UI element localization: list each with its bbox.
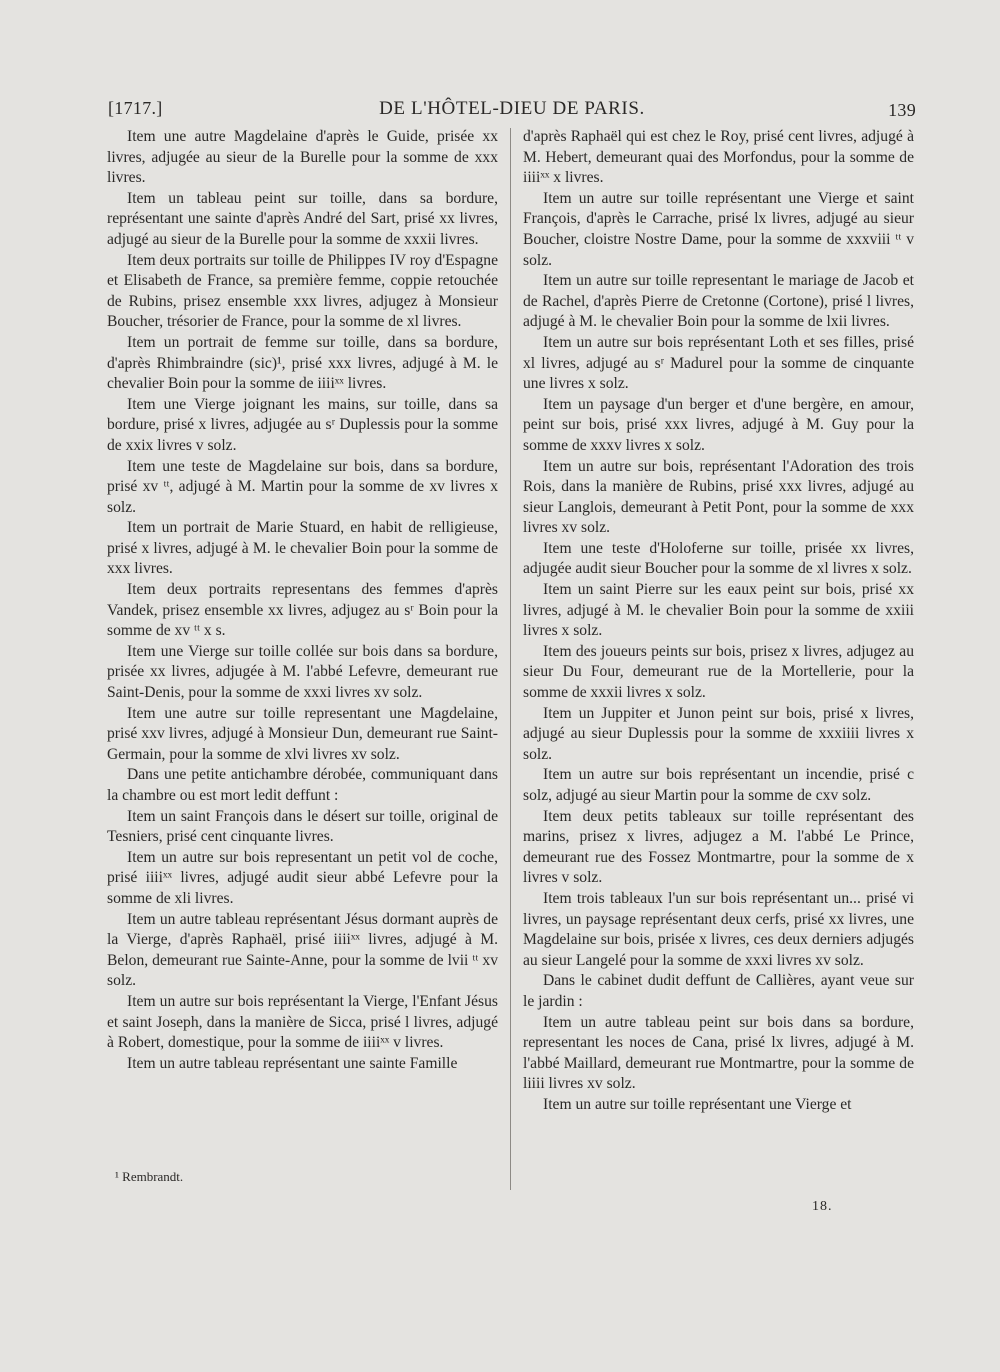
inventory-entry: Dans une petite antichambre dérobée, communiquant dans la chambre ou est mort ledit deffunt : (107, 766, 498, 804)
column-divider (510, 128, 511, 1190)
page-title: DE L'HÔTEL-DIEU DE PARIS. (379, 98, 645, 119)
inventory-entry: Item trois tableaux l'un sur bois représentant un... prisé vi livres, un paysage représentant deux cerfs, prisé xx livres, une Magdelaine sur bois, prisée x livres, ces deux derniers adjugés au sieur Langelé pour la somme de xxxi livres xv solz. (523, 889, 914, 969)
inventory-entry: Item un autre sur bois représentant un incendie, prisé c solz, adjugé au sieur Martin pour la somme de cxv solz. (523, 766, 914, 804)
inventory-entry: Item un Juppiter et Junon peint sur bois, prisé x livres, adjugé au sieur Duplessis pour la somme de xxxiiii livres x solz. (523, 704, 914, 763)
inventory-entry: Item deux petits tableaux sur toille représentant des marins, prisez x livres, adjugez a M. l'abbé Le Prince, demeurant rue des Fossez Montmartre, pour la somme de x livres v solz. (523, 807, 914, 887)
inventory-entry: Item un autre sur bois représentant la Vierge, l'Enfant Jésus et saint Joseph, dans la manière de Sicca, prisé l livres, adjugé à Robert, domestique, pour la somme de iiiiˣˣ v livres. (107, 992, 498, 1052)
inventory-entry: Item une autre Magdelaine d'après le Guide, prisée xx livres, adjugée au sieur de la Burelle pour la somme de xxx livres. (107, 128, 498, 187)
inventory-entry: Item un autre sur bois, représentant l'Adoration des trois Rois, dans la manière de Rubins, prisé xxx livres, adjugé au sieur Langlois, demeurant à Petit Pont, pour la somme de xxx livres xv solz. (523, 457, 914, 537)
signature-mark: 18. (812, 1199, 833, 1214)
inventory-entry: Item un portrait de femme sur toille, dans sa bordure, d'après Rhimbraindre (sic)¹, prisé xxx livres, adjugé à M. le chevalier Boin pour la somme de iiiiˣˣ livres. (107, 333, 498, 393)
inventory-entry: d'après Raphaël qui est chez le Roy, prisé cent livres, adjugé à M. Hebert, demeurant quai des Morfondus, pour la somme de iiiiˣˣ x livres. (523, 128, 914, 187)
inventory-entry: Item un autre sur toille representant le mariage de Jacob et de Rachel, d'après Pierre de Cretonne (Cortone), prisé l livres, adjugé à M. le chevalier Boin pour la somme de lxii livres. (523, 272, 914, 331)
inventory-entry: Item un autre sur bois représentant Loth et ses filles, prisé xl livres, adjugé au sʳ Madurel pour la somme de cinquante une livres x solz. (523, 333, 914, 393)
inventory-entry: Item une Vierge sur toille collée sur bois dans sa bordure, prisée xx livres, adjugée à M. l'abbé Lefevre, demeurant rue Saint-Denis, pour la somme de xxxi livres xv solz. (107, 642, 498, 702)
running-head (108, 98, 916, 124)
inventory-entry: Item une teste d'Holoferne sur toille, prisée xx livres, adjugée audit sieur Boucher pour la somme de xl livres x solz. (523, 539, 914, 578)
inventory-entry: Item un autre tableau peint sur bois dans sa bordure, representant les noces de Cana, prisé lx livres, adjugé à M. l'abbé Maillard, demeurant rue Montmartre, pour la somme de liiii livres xv solz. (523, 1013, 914, 1093)
inventory-entry: Item deux portraits sur toille de Philippes IV roy d'Espagne et Elisabeth de France, sa première femme, coppie retouchée de Rubins, prisez ensemble xxx livres, adjugez à Monsieur Boucher, trésorier de France, pour la somme de xl livres. (107, 251, 498, 331)
inventory-entry: Item un saint Pierre sur les eaux peint sur bois, prisé xx livres, adjugé à M. le chevalier Boin pour la somme de xxiii livres x solz. (523, 581, 914, 640)
inventory-entry: Item des joueurs peints sur bois, prisez x livres, adjugez au sieur Du Four, demeurant rue de la Mortellerie, pour la somme de xxxii livres x solz. (523, 642, 914, 702)
left-column (107, 127, 498, 1074)
inventory-entry: Item un autre tableau représentant Jésus dormant auprès de la Vierge, d'après Raphaël, prisé iiiiˣˣ livres, adjugé à M. Belon, demeurant rue Sainte-Anne, pour la somme de lvii ᵗᵗ xv solz. (107, 910, 498, 990)
page-number: 139 (888, 100, 916, 120)
inventory-entry: Item une autre sur toille representant une Magdelaine, prisé xxv livres, adjugé à Monsieur Dun, demeurant rue Saint-Germain, pour la somme de xlvi livres xv solz. (107, 704, 498, 763)
inventory-entry: Item un autre sur toille représentant une Vierge et (543, 1095, 852, 1113)
inventory-entry: Item un tableau peint sur toille, dans sa bordure, représentant une sainte d'après André del Sart, prisé xx livres, adjugé au sieur de la Burelle pour la somme de xxxii livres. (107, 189, 498, 248)
inventory-entry: Item un saint François dans le désert sur toille, original de Tesniers, prisé cent cinquante livres. (107, 807, 498, 846)
footnote: ¹ Rembrandt. (115, 1169, 184, 1184)
inventory-entry: Item un autre sur toille représentant une Vierge et saint François, d'après le Carrache, prisé lx livres, adjugé au sieur Boucher, cloistre Nostre Dame, pour la somme de xxxviii ᵗᵗ v solz. (523, 189, 914, 269)
inventory-entry: Dans le cabinet dudit deffunt de Callières, ayant veue sur le jardin : (523, 972, 914, 1010)
inventory-entry: Item une Vierge joignant les mains, sur toille, dans sa bordure, prisé x livres, adjugée au sʳ Duplessis pour la somme de xxix livres v solz. (107, 395, 498, 454)
inventory-entry: Item un autre sur bois representant un petit vol de coche, prisé iiiiˣˣ livres, adjugé audit sieur abbé Lefevre pour la somme de xli livres. (107, 848, 498, 907)
year-label: [1717.] (108, 98, 163, 118)
inventory-entry: Item deux portraits representans des femmes d'après Vandek, prisez ensemble xx livres, adjugez au sʳ Boin pour la somme de xv ᵗᵗ x s. (107, 581, 498, 640)
inventory-entry: Item un autre tableau représentant une sainte Famille (127, 1054, 458, 1072)
inventory-entry: Item un portrait de Marie Stuard, en habit de relligieuse, prisé x livres, adjugé à M. le chevalier Boin pour la somme de xxx livres. (107, 519, 498, 578)
right-column (523, 127, 914, 1116)
inventory-entry: Item un paysage d'un berger et d'une bergère, en amour, peint sur bois, prisé xxx livres, adjugé à M. Guy pour la somme de xxxv livres x solz. (523, 395, 914, 454)
inventory-entry: Item une teste de Magdelaine sur bois, dans sa bordure, prisé xv ᵗᵗ, adjugé à M. Martin pour la somme de xv livres x solz. (107, 457, 498, 516)
